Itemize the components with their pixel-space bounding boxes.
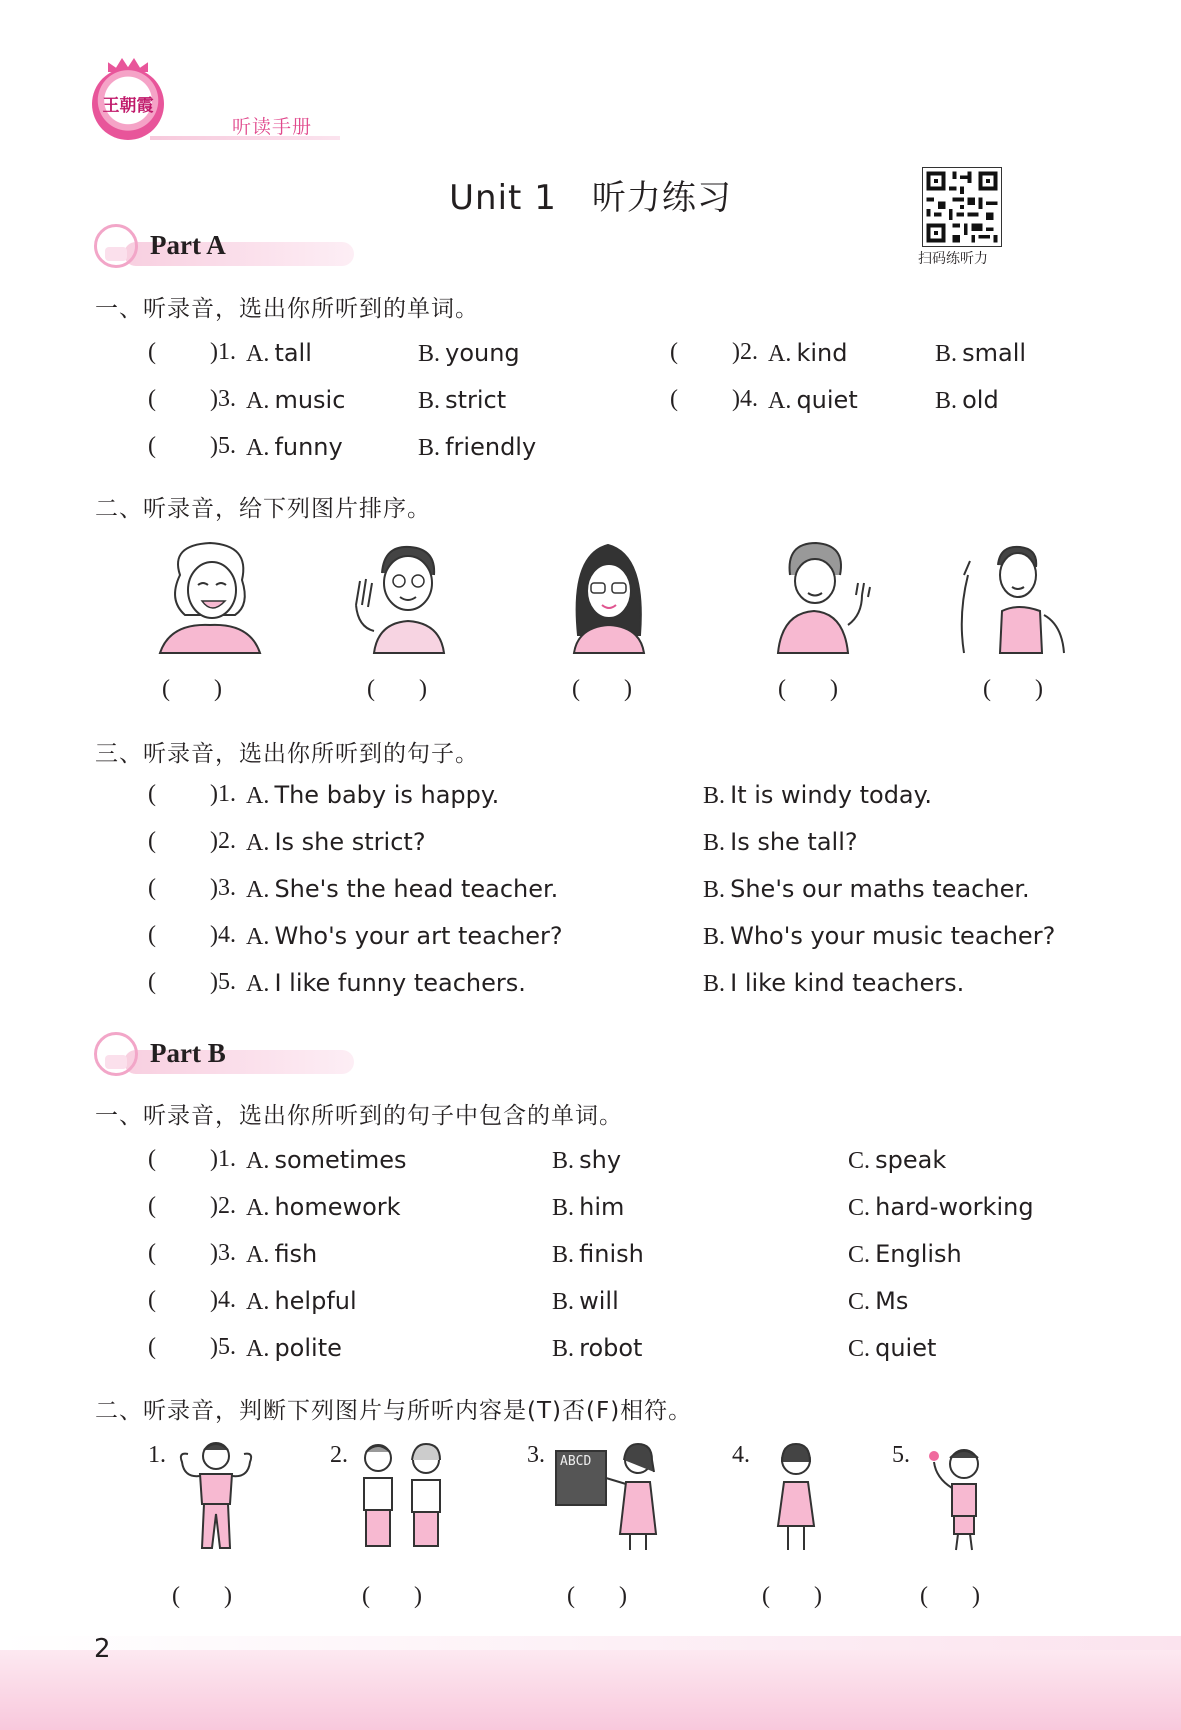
option-b[interactable]: B. She's our maths teacher. bbox=[703, 875, 1030, 903]
option-b[interactable]: B. strict bbox=[418, 386, 507, 414]
option-a[interactable]: A. The baby is happy. bbox=[246, 781, 500, 809]
quiet-girl-picture bbox=[746, 1438, 846, 1558]
boy-waving-picture bbox=[910, 1438, 1010, 1558]
option-b[interactable]: B. young bbox=[418, 339, 520, 367]
footer-band bbox=[0, 1650, 1181, 1730]
man-waving-picture bbox=[344, 535, 464, 655]
answer-blank[interactable]: ( ) bbox=[778, 676, 838, 702]
option-b[interactable]: B. shy bbox=[552, 1146, 622, 1174]
part-b-badge bbox=[94, 1032, 364, 1076]
picture-number: 4. bbox=[732, 1442, 750, 1468]
question-number: )5. bbox=[210, 1334, 236, 1360]
option-c[interactable]: C. quiet bbox=[848, 1334, 937, 1362]
question-number: )1. bbox=[210, 781, 236, 807]
question-number: )4. bbox=[210, 1287, 236, 1313]
option-b[interactable]: B. him bbox=[552, 1193, 625, 1221]
question-number: )4. bbox=[210, 922, 236, 948]
option-a[interactable]: A. She's the head teacher. bbox=[246, 875, 559, 903]
question-number: )3. bbox=[210, 1240, 236, 1266]
option-a[interactable]: A. sometimes bbox=[246, 1146, 407, 1174]
question-number: )2. bbox=[210, 1193, 236, 1219]
answer-blank[interactable]: ( ) bbox=[762, 1583, 822, 1609]
answer-blank[interactable]: ( ) bbox=[362, 1583, 422, 1609]
answer-blank[interactable]: ( bbox=[148, 875, 156, 901]
option-b[interactable]: B. Is she tall? bbox=[703, 828, 858, 856]
girl-teaching-picture bbox=[598, 1438, 698, 1558]
qr-code[interactable] bbox=[922, 167, 1002, 247]
headphones-icon bbox=[94, 224, 138, 268]
section-title: 二、听录音，判断下列图片与所听内容是(T)否(F)相符。 bbox=[95, 1398, 693, 1424]
question-number: )3. bbox=[210, 386, 236, 412]
answer-blank[interactable]: ( bbox=[148, 386, 156, 412]
blackboard-text: ABCD bbox=[560, 1454, 592, 1469]
option-b[interactable]: B. finish bbox=[552, 1240, 644, 1268]
option-a[interactable]: A. fish bbox=[246, 1240, 318, 1268]
publisher-logo bbox=[92, 68, 164, 140]
option-b[interactable]: B. old bbox=[935, 386, 999, 414]
part-b-label: Part B bbox=[150, 1038, 226, 1068]
picture-number: 2. bbox=[330, 1442, 348, 1468]
picture-number: 1. bbox=[148, 1442, 166, 1468]
part-a-label: Part A bbox=[150, 230, 226, 260]
answer-blank[interactable]: ( bbox=[148, 1193, 156, 1219]
answer-blank[interactable]: ( bbox=[148, 433, 156, 459]
option-a[interactable]: A. homework bbox=[246, 1193, 401, 1221]
boy-flexing-muscles-picture bbox=[166, 1438, 266, 1558]
answer-blank[interactable]: ( ) bbox=[172, 1583, 232, 1609]
section-title: 二、听录音，给下列图片排序。 bbox=[95, 496, 431, 522]
option-a[interactable]: A. kind bbox=[768, 339, 848, 367]
picture-number: 3. bbox=[527, 1442, 545, 1468]
answer-blank[interactable]: ( bbox=[148, 339, 156, 365]
question-number: )4. bbox=[732, 386, 758, 412]
option-b[interactable]: B. friendly bbox=[418, 433, 537, 461]
section-title: 一、听录音，选出你所听到的句子中包含的单词。 bbox=[95, 1103, 623, 1129]
question-number: )5. bbox=[210, 433, 236, 459]
answer-blank[interactable]: ( ) bbox=[567, 1583, 627, 1609]
page-number: 2 bbox=[94, 1634, 111, 1664]
option-b[interactable]: B. will bbox=[552, 1287, 619, 1315]
question-number: )2. bbox=[210, 828, 236, 854]
option-b[interactable]: B. Who's your music teacher? bbox=[703, 922, 1056, 950]
option-b[interactable]: B. robot bbox=[552, 1334, 643, 1362]
question-number: )3. bbox=[210, 875, 236, 901]
answer-blank[interactable]: ( ) bbox=[983, 676, 1043, 702]
woman-winking-glasses-picture bbox=[548, 535, 668, 655]
question-number: )5. bbox=[210, 969, 236, 995]
answer-blank[interactable]: ( ) bbox=[920, 1583, 980, 1609]
answer-blank[interactable]: ( bbox=[148, 1146, 156, 1172]
answer-blank[interactable]: ( bbox=[148, 828, 156, 854]
two-children-picture bbox=[348, 1438, 458, 1558]
handbook-label: 听读手册 bbox=[232, 116, 313, 138]
question-number: )1. bbox=[210, 339, 236, 365]
qr-caption: 扫码练听力 bbox=[918, 251, 988, 267]
option-a[interactable]: A. polite bbox=[246, 1334, 342, 1362]
answer-blank[interactable]: ( ) bbox=[367, 676, 427, 702]
option-a[interactable]: A. quiet bbox=[768, 386, 858, 414]
question-number: )2. bbox=[732, 339, 758, 365]
option-b[interactable]: B. I like kind teachers. bbox=[703, 969, 965, 997]
man-pointing-picture bbox=[950, 535, 1070, 655]
part-a-badge bbox=[94, 224, 364, 268]
section-title: 一、听录音，选出你所听到的单词。 bbox=[95, 296, 479, 322]
headphones-icon bbox=[94, 1032, 138, 1076]
answer-blank[interactable]: ( bbox=[148, 922, 156, 948]
option-a[interactable]: A. I like funny teachers. bbox=[246, 969, 526, 997]
grandmother-waving-picture bbox=[756, 535, 876, 655]
logo-text: 王朝霞 bbox=[102, 96, 154, 116]
option-c[interactable]: C. hard-working bbox=[848, 1193, 1034, 1221]
option-b[interactable]: B. It is windy today. bbox=[703, 781, 933, 809]
question-number: )1. bbox=[210, 1146, 236, 1172]
option-a[interactable]: A. Is she strict? bbox=[246, 828, 426, 856]
answer-blank[interactable]: ( bbox=[148, 1334, 156, 1360]
option-b[interactable]: B. small bbox=[935, 339, 1027, 367]
answer-blank[interactable]: ( bbox=[670, 386, 678, 412]
answer-blank[interactable]: ( bbox=[148, 1287, 156, 1313]
option-c[interactable]: C. Ms bbox=[848, 1287, 909, 1315]
section-title: 三、听录音，选出你所听到的句子。 bbox=[95, 741, 479, 767]
answer-blank[interactable]: ( ) bbox=[572, 676, 632, 702]
old-woman-laughing-picture bbox=[150, 535, 270, 655]
answer-blank[interactable]: ( bbox=[148, 1240, 156, 1266]
option-a[interactable]: A. helpful bbox=[246, 1287, 357, 1315]
page-title: Unit 1 听力练习 bbox=[449, 178, 732, 218]
option-c[interactable]: C. speak bbox=[848, 1146, 947, 1174]
option-a[interactable]: A. funny bbox=[246, 433, 343, 461]
picture-number: 5. bbox=[892, 1442, 910, 1468]
option-c[interactable]: C. English bbox=[848, 1240, 962, 1268]
answer-blank[interactable]: ( bbox=[670, 339, 678, 365]
option-a[interactable]: A. tall bbox=[246, 339, 312, 367]
answer-blank[interactable]: ( ) bbox=[162, 676, 222, 702]
option-a[interactable]: A. Who's your art teacher? bbox=[246, 922, 563, 950]
answer-blank[interactable]: ( bbox=[148, 969, 156, 995]
option-a[interactable]: A. music bbox=[246, 386, 346, 414]
answer-blank[interactable]: ( bbox=[148, 781, 156, 807]
